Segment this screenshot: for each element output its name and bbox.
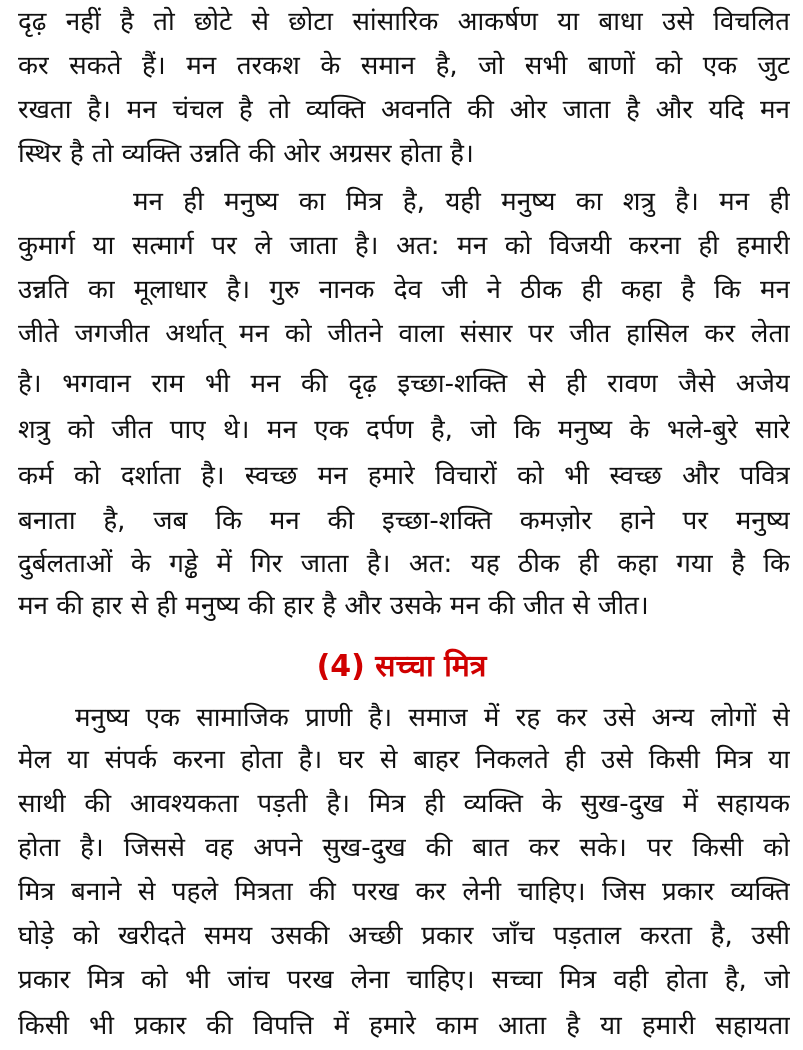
paragraph-2-line-5: है। भगवान राम भी मन की दृढ़ इच्छा-शक्ति से ही रावण जैसे अजेय [18, 369, 790, 399]
paragraph-3-line-1: मनुष्य एक सामाजिक प्राणी है। समाज में रह कर उसे अन्य लोगों से [75, 703, 790, 733]
paragraph-2-line-7: कर्म को दर्शाता है। स्वच्छ मन हमारे विचारों को भी स्वच्छ और पवित्र [18, 461, 790, 491]
paragraph-1-line-3: रखता है। मन चंचल है तो व्यक्ति अवनति की ओर जाता है और यदि मन [18, 95, 790, 125]
paragraph-3-line-6: घोड़े को खरीदते समय उसकी अच्छी प्रकार जाँच पड़ताल करता है, उसी [18, 921, 790, 951]
paragraph-2-line-4: जीते जगजीत अर्थात् मन को जीतने वाला संसार पर जीत हासिल कर लेता [18, 319, 790, 349]
paragraph-1-line-2: कर सकते हैं। मन तरकश के समान है, जो सभी बाणों को एक जुट [18, 51, 790, 81]
paragraph-3-line-4: होता है। जिससे वह अपने सुख-दुख की बात कर सके। पर किसी को [18, 833, 790, 863]
paragraph-3-line-7: प्रकार मित्र को भी जांच परख लेना चाहिए। सच्चा मित्र वही होता है, जो [18, 965, 790, 995]
paragraph-2-line-6: शत्रु को जीत पाए थे। मन एक दर्पण है, जो कि मनुष्य के भले-बुरे सारे [18, 415, 790, 445]
paragraph-2-line-10: मन की हार से ही मनुष्य की हार है और उसके मन की जीत से जीत। [18, 591, 649, 621]
paragraph-2-line-2: कुमार्ग या सत्मार्ग पर ले जाता है। अत: मन को विजयी करना ही हमारी [18, 231, 790, 261]
paragraph-3-line-3: साथी की आवश्यकता पड़ती है। मित्र ही व्यक्ति के सुख-दुख में सहायक [18, 789, 790, 819]
paragraph-2-line-9: दुर्बलताओं के गड्ढे में गिर जाता है। अत: यह ठीक ही कहा गया है कि [18, 549, 790, 579]
paragraph-2-line-8: बनाता है, जब कि मन की इच्छा-शक्ति कमज़ोर हाने पर मनुष्य [18, 506, 790, 536]
paragraph-3-line-2: मेल या संपर्क करना होता है। घर से बाहर निकलते ही उसे किसी मित्र या [18, 745, 790, 775]
paragraph-2-line-1: मन ही मनुष्य का मित्र है, यही मनुष्य का शत्रु है। मन ही [133, 187, 790, 217]
paragraph-3-line-5: मित्र बनाने से पहले मित्रता की परख कर लेनी चाहिए। जिस प्रकार व्यक्ति [18, 877, 790, 907]
paragraph-1-line-1: दृढ़ नहीं है तो छोटे से छोटा सांसारिक आकर्षण या बाधा उसे विचलित [18, 7, 790, 37]
section-heading: (4) सच्चा मित्र [316, 649, 487, 684]
paragraph-3-line-8: किसी भी प्रकार की विपत्ति में हमारे काम आता है या हमारी सहायता [18, 1011, 790, 1041]
paragraph-2-line-3: उन्नति का मूलाधार है। गुरु नानक देव जी ने ठीक ही कहा है कि मन [18, 275, 790, 305]
paragraph-1-line-4: स्थिर है तो व्यक्ति उन्नति की ओर अग्रसर होता है। [18, 139, 474, 169]
